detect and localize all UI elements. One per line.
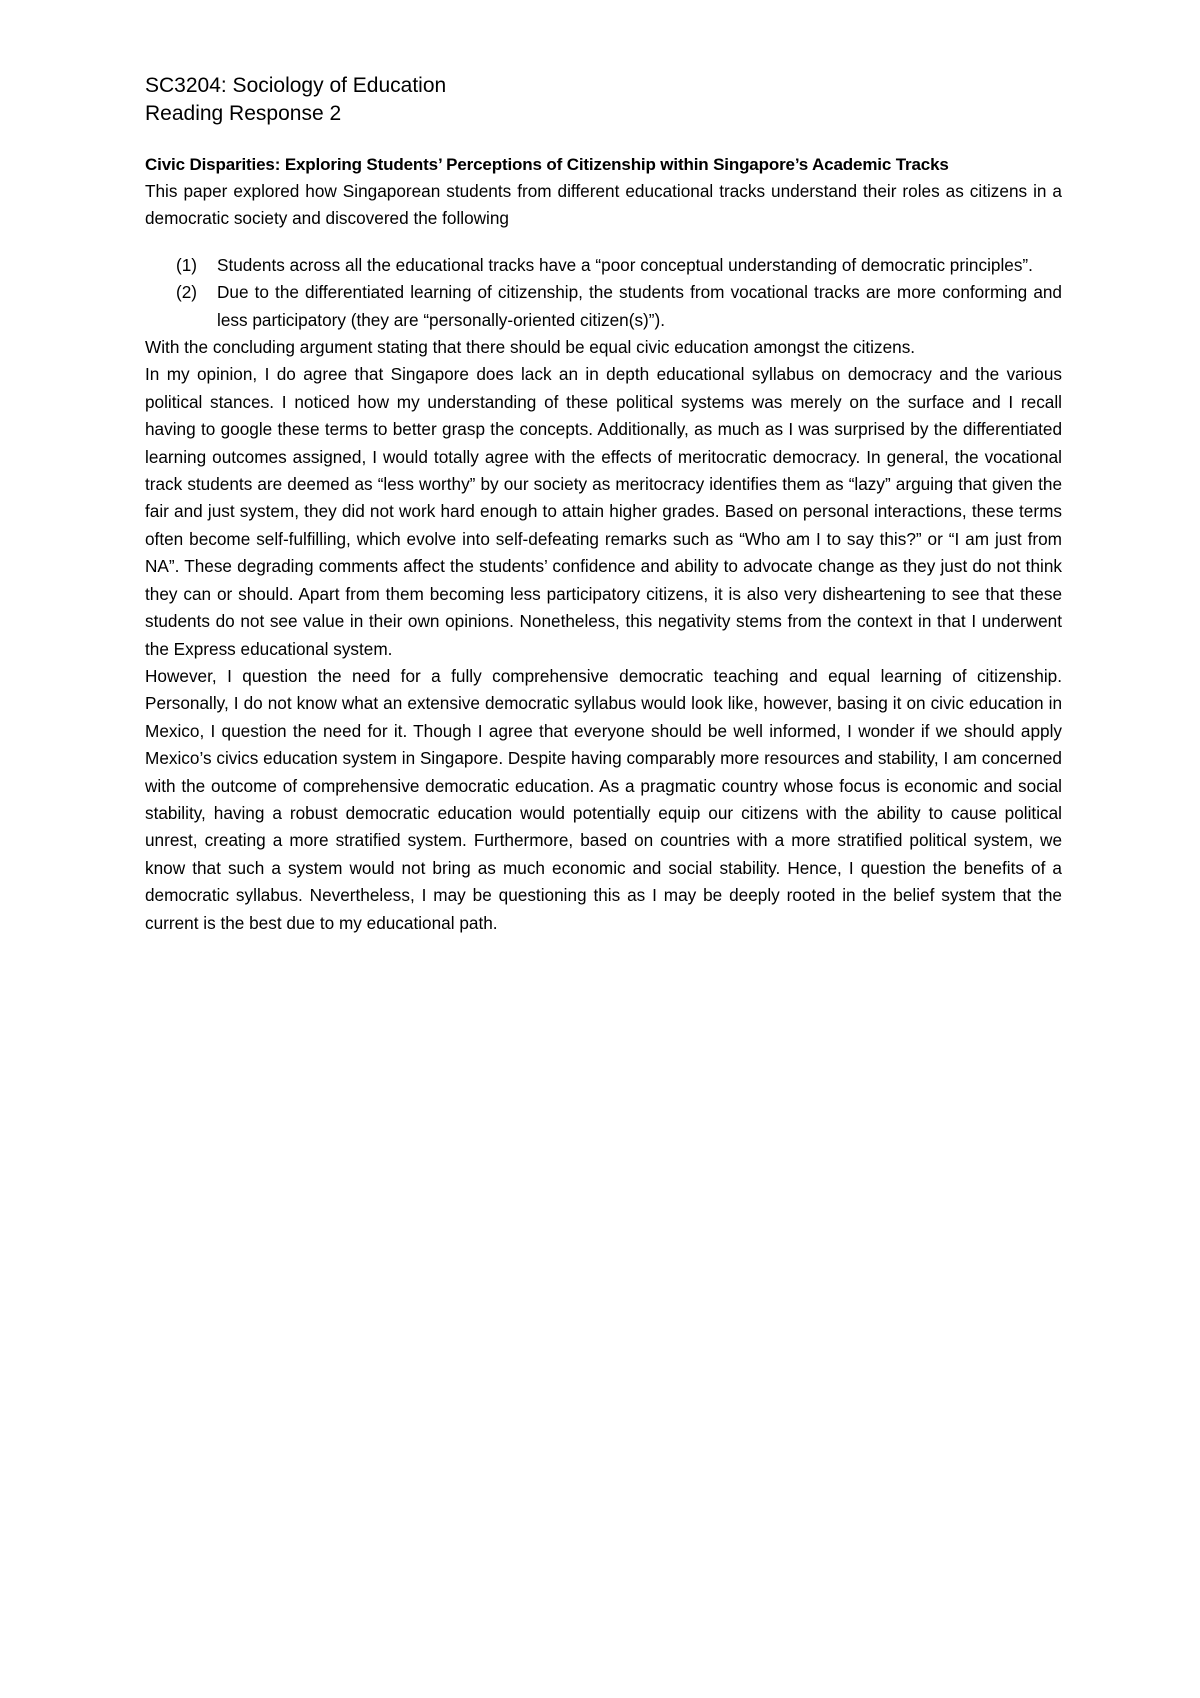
course-title: SC3204: Sociology of Education	[145, 74, 447, 97]
document-body	[145, 72, 1062, 937]
question-paragraph: However, I question the need for a fully comprehensive democratic teaching and equal learning of citizenship. Personally, I do not know what an extensive democratic syllabus would look like, however, basing it on civic education in Mexico, I question the need for it. Though I agree that everyone should be well informed, I wonder if we should apply Mexico’s civics education system in Singapore. Despite having comparably more resources and stability, I am concerned with the outcome of comprehensive democratic education. As a pragmatic country whose focus is economic and social stability, having a robust democratic education would potentially equip our citizens with the ability to cause political unrest, creating a more stratified system. Furthermore, based on countries with a more stratified political system, we know that such a system would not bring as much economic and social stability. Hence, I question the benefits of a democratic syllabus. Nevertheless, I may be questioning this as I may be deeply rooted in the belief system that the current is the best due to my educational path.	[145, 665, 1062, 933]
finding-text: Due to the differentiated learning of citizenship, the students from vocational tracks are more conforming and less participatory (they are “personally-oriented citizen(s)”).	[217, 282, 1062, 330]
finding-text: Students across all the educational tracks have a “poor conceptual understanding of democratic principles”.	[217, 254, 1033, 275]
finding-number: (2)	[176, 282, 198, 303]
paper-title: Civic Disparities: Exploring Students’ Perceptions of Citizenship within Singapore’s Academic Tracks	[145, 155, 949, 174]
conclusion-paragraph: With the concluding argument stating that there should be equal civic education amongst the citizens.	[145, 337, 916, 358]
finding-number: (1)	[176, 254, 198, 275]
finding-item	[145, 252, 1062, 279]
assignment-title: Reading Response 2	[145, 102, 342, 125]
opinion-paragraph: In my opinion, I do agree that Singapore does lack an in depth educational syllabus on democracy and the various political stances. I noticed how my understanding of these political systems was merely on the surface and I recall having to google these terms to better grasp the concepts. Additionally, as much as I was surprised by the differentiated learning outcomes assigned, I would totally agree with the effects of meritocratic democracy. In general, the vocational track students are deemed as “less worthy” by our society as meritocracy identifies them as “lazy” arguing that given the fair and just system, they did not work hard enough to attain higher grades. Based on personal interactions, these terms often become self-fulfilling, which evolve into self-defeating remarks such as “Who am I to say this?” or “I am just from NA”. These degrading comments affect the students’ confidence and ability to advocate change as they just do not think they can or should. Apart from them becoming less participatory citizens, it is also very disheartening to see that these students do not see value in their own opinions. Nonetheless, this negativity stems from the context in that I underwent the Express educational system.	[145, 364, 1062, 659]
intro-paragraph: This paper explored how Singaporean students from different educational tracks understand their roles as citizens in a democratic society and discovered the following	[145, 181, 1062, 229]
findings-list	[145, 252, 1062, 334]
finding-item	[145, 279, 1062, 334]
